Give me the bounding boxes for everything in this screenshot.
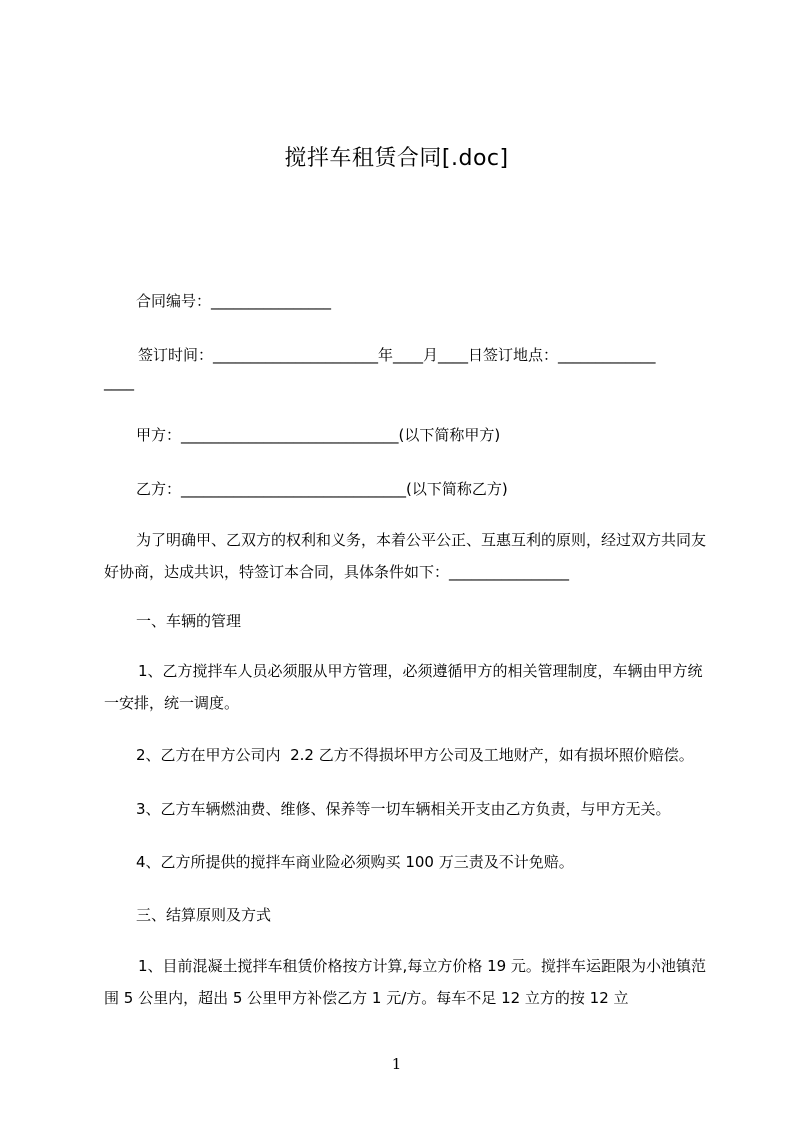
contract-number-line: 合同编号：________________ <box>136 292 332 310</box>
party-b-line: 乙方：______________________________(以下简称乙方) <box>136 480 508 498</box>
intro-paragraph: 为了明确甲、乙双方的权利和义务，本着公平公正、互惠互利的原则，经过双方共同友好协商，达成共识，特签订本合同，具体条件如下：________________ <box>104 531 707 581</box>
section-3-heading: 三、结算原则及方式 <box>136 906 272 924</box>
clause-1-2: 2、乙方在甲方公司内 2.2 乙方不得损坏甲方公司及工地财产，如有损坏照价赔偿。 <box>136 746 694 764</box>
page-number: 1 <box>391 1055 402 1073</box>
section-1-heading: 一、车辆的管理 <box>136 612 242 630</box>
document-title: 搅拌车租赁合同[.doc] <box>284 146 509 171</box>
clause-1-1: 1、乙方搅拌车人员必须服从甲方管理，必须遵循甲方的相关管理制度，车辆由甲方统一安排，统一调度。 <box>104 662 703 712</box>
party-a-line: 甲方：_____________________________(以下简称甲方) <box>136 426 501 444</box>
clause-3-1: 1、目前混凝土搅拌车租赁价格按方计算,每立方价格 19 元。搅拌车运距限为小池镇范围 5 公里内，超出 5 公里甲方补偿乙方 1 元/方。每车不足 12 立方的按 12 立 <box>104 957 706 1007</box>
clause-1-4: 4、乙方所提供的搅拌车商业险必须购买 100 万三责及不计免赔。 <box>136 853 574 871</box>
signing-time-line: 签订时间：______________________年____月____日签订地点：_____________ <box>138 346 656 364</box>
clause-1-3: 3、乙方车辆燃油费、维修、保养等一切车辆相关开支由乙方负责，与甲方无关。 <box>136 800 671 818</box>
signing-time-line-continued: ____ <box>104 373 134 391</box>
